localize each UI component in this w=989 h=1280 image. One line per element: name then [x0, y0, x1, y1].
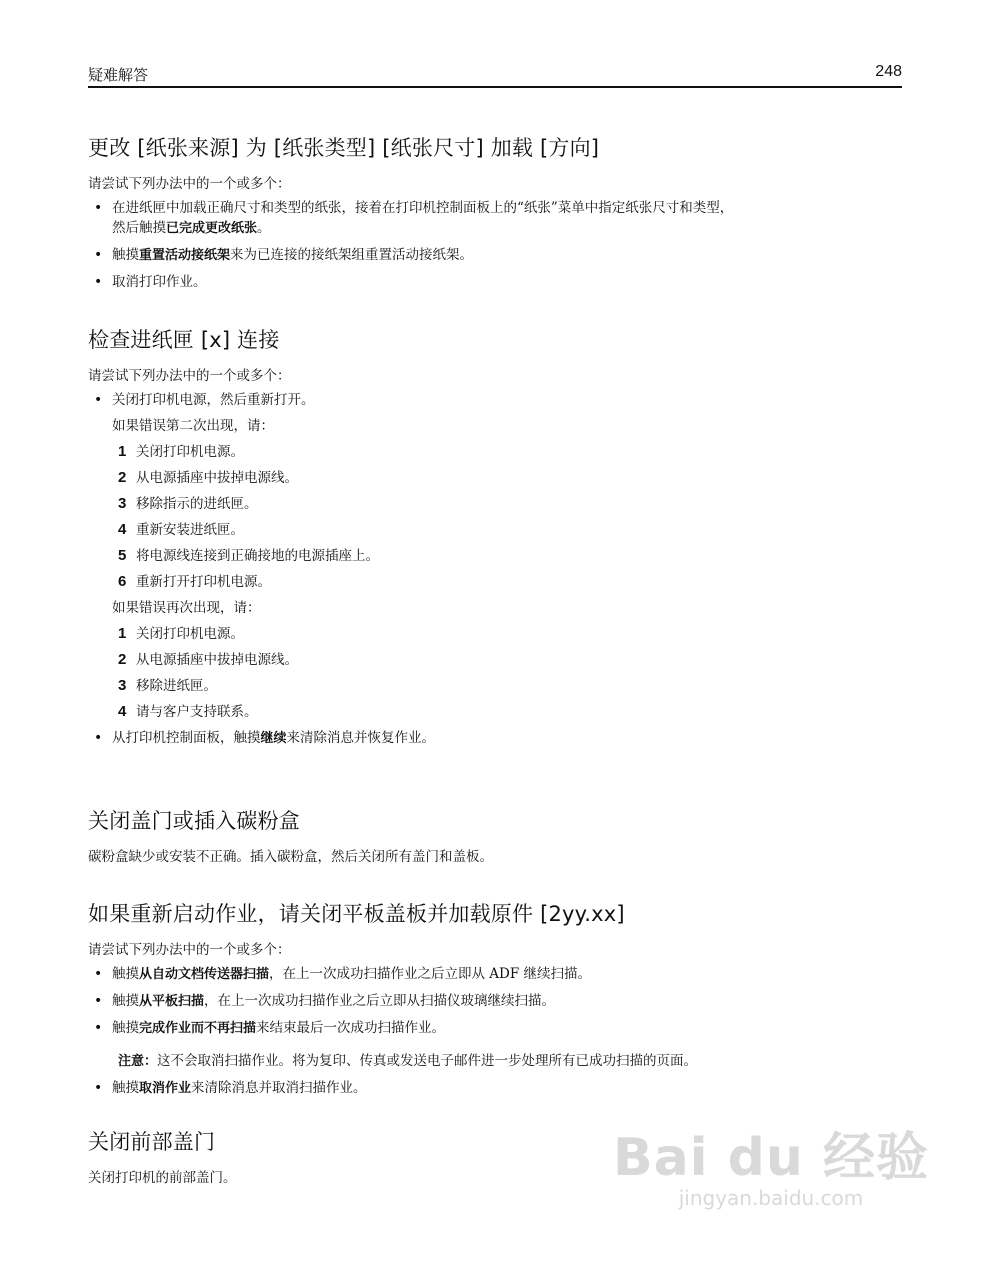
step-item — [88, 650, 902, 670]
list-item — [88, 964, 902, 985]
ui-label: 继续 — [260, 731, 287, 746]
ui-label: 从平板扫描 — [139, 994, 205, 1009]
bullet-list — [88, 1078, 902, 1099]
text-span: 触摸 — [112, 966, 139, 982]
intro-text: 请尝试下列办法中的一个或多个： — [88, 176, 291, 192]
section-heading: 关闭盖门或插入碳粉盒 — [88, 809, 300, 833]
step-number: 2 — [118, 469, 127, 486]
step-text: 请与客户支持联系。 — [136, 704, 258, 720]
list-item — [88, 198, 902, 239]
text-span: ，在上一次成功扫描作业之后立即从扫描仪玻璃继续扫描。 — [204, 993, 556, 1009]
watermark — [613, 1115, 929, 1210]
step-number: 6 — [118, 573, 127, 590]
step-text: 重新安装进纸匣。 — [136, 522, 244, 538]
list-item — [88, 728, 902, 749]
step-list — [88, 624, 902, 722]
section-close-door — [88, 805, 902, 867]
list-item — [88, 1078, 902, 1099]
step-text: 移除指示的进纸匣。 — [136, 496, 258, 512]
step-item — [88, 702, 902, 722]
text-span: 触摸 — [112, 247, 139, 263]
list-item: • 关闭打印机电源，然后重新打开。 — [88, 390, 902, 410]
step-item — [88, 546, 902, 566]
step-item — [88, 572, 902, 592]
text-span: 从打印机控制面板，触摸 — [112, 730, 261, 746]
watermark-url: jingyan.baidu.com — [678, 1186, 864, 1210]
section-heading: 关闭前部盖门 — [88, 1130, 216, 1154]
list-item: • 取消打印作业。 — [88, 272, 902, 292]
section-heading: 更改 [纸张来源] 为 [纸张类型] [纸张尺寸] 加载 [方向] — [88, 136, 600, 160]
section-heading: 检查进纸匣 [x] 连接 — [88, 328, 280, 352]
text-span: 触摸 — [112, 1080, 139, 1096]
watermark-logo: Bai du 经验 — [613, 1128, 929, 1188]
step-text: 移除进纸匣。 — [136, 678, 217, 694]
list-item — [88, 991, 902, 1012]
list-item — [88, 1018, 902, 1039]
step-item — [88, 494, 902, 514]
step-number: 1 — [118, 625, 127, 642]
header-title: 疑难解答 — [88, 66, 149, 84]
ui-label: 已完成更改纸张 — [166, 221, 258, 236]
text-span: 然后触摸 — [112, 220, 166, 236]
bullet-list — [88, 198, 902, 292]
step-text: 重新打开打印机电源。 — [136, 574, 271, 590]
text-span: 来清除消息并取消扫描作业。 — [191, 1080, 367, 1096]
note-text: 这不会取消扫描作业。将为复印、传真或发送电子邮件进一步处理所有已成功扫描的页面。 — [157, 1053, 698, 1069]
ui-label: 重置活动接纸架 — [139, 248, 231, 263]
note-label: 注意： — [118, 1054, 158, 1069]
section-change-paper-source — [88, 132, 902, 292]
intro-text: 请尝试下列办法中的一个或多个： — [88, 368, 291, 384]
text-span: ，在上一次成功扫描作业之后立即从 ADF 继续扫描。 — [269, 966, 592, 982]
step-number: 1 — [118, 443, 127, 460]
body-text: 碳粉盒缺少或安装不正确。插入碳粉盒，然后关闭所有盖门和盖板。 — [88, 849, 493, 865]
section-heading: 如果重新启动作业，请关闭平板盖板并加载原件 [2yy.xx] — [88, 902, 625, 926]
bullet-list — [88, 390, 902, 410]
step-text: 从电源插座中拔掉电源线。 — [136, 652, 298, 668]
intro-text: 请尝试下列办法中的一个或多个： — [88, 942, 291, 958]
step-number: 2 — [118, 651, 127, 668]
text-span: 来为已连接的接纸架组重置活动接纸架。 — [230, 247, 474, 263]
step-text: 将电源线连接到正确接地的电源插座上。 — [136, 548, 379, 564]
condition-text: 如果错误再次出现，请： — [112, 600, 261, 616]
step-text: 从电源插座中拔掉电源线。 — [136, 470, 298, 486]
ui-label: 取消作业 — [139, 1081, 192, 1096]
condition-text: 如果错误第二次出现，请： — [112, 418, 274, 434]
section-restart-job — [88, 898, 902, 1099]
note — [88, 1051, 902, 1072]
list-item — [88, 245, 902, 266]
page-number: 248 — [875, 63, 902, 80]
text-span: 触摸 — [112, 993, 139, 1009]
step-number: 4 — [118, 521, 127, 538]
ui-label: 完成作业而不再扫描 — [139, 1021, 257, 1036]
step-item — [88, 442, 902, 462]
step-number: 4 — [118, 703, 127, 720]
step-item — [88, 468, 902, 488]
body-text: 关闭打印机的前部盖门。 — [88, 1170, 237, 1186]
step-number: 3 — [118, 495, 127, 512]
text-span: 触摸 — [112, 1020, 139, 1036]
step-number: 5 — [118, 547, 127, 564]
step-item — [88, 520, 902, 540]
ui-label: 从自动文档传送器扫描 — [139, 967, 270, 982]
section-check-tray-connection — [88, 324, 902, 749]
step-number: 3 — [118, 677, 127, 694]
step-item — [88, 676, 902, 696]
step-item — [88, 624, 902, 644]
text-span: 来结束最后一次成功扫描作业。 — [256, 1020, 446, 1036]
bullet-list — [88, 728, 902, 749]
text-span: 来清除消息并恢复作业。 — [286, 730, 436, 746]
bullet-list — [88, 964, 902, 1039]
step-text: 关闭打印机电源。 — [136, 444, 244, 460]
step-list — [88, 442, 902, 592]
text-span: 在进纸匣中加载正确尺寸和类型的纸张，接着在打印机控制面板上的“纸张”菜单中指定纸张尺寸和类型， — [112, 200, 734, 216]
text-span: 。 — [257, 220, 271, 236]
page-header — [88, 60, 902, 88]
step-text: 关闭打印机电源。 — [136, 626, 244, 642]
